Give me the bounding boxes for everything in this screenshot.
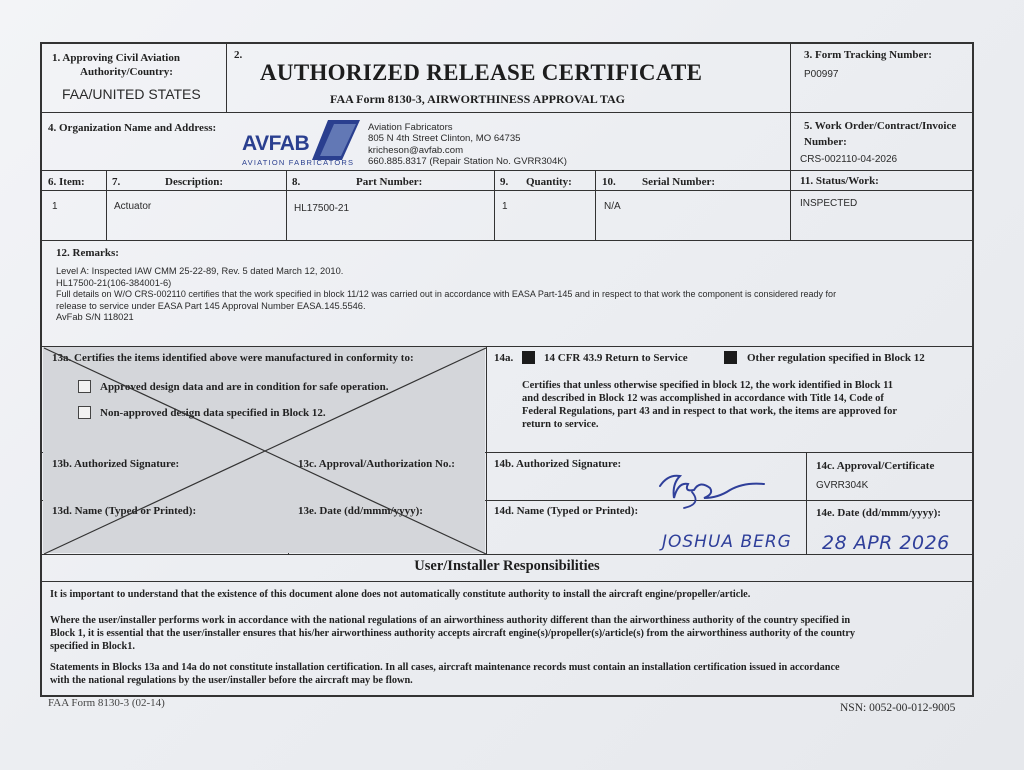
resp-line: Where the user/installer performs work in accordance with the national regulations of an airworthiness authority different than the airworthiness authority of the country specified in	[50, 615, 851, 626]
rule-org	[42, 170, 972, 171]
vrule-i1	[106, 170, 107, 240]
row-serial: N/A	[604, 201, 621, 212]
cert-line: and described in Block 12 was accomplished in accordance with Title 14, Code of	[522, 393, 884, 404]
remarks-text	[56, 266, 964, 324]
resp-line: with the national regulations by the user/installer before the aircraft may be flown.	[50, 675, 413, 686]
col-status-label: 11. Status/Work:	[800, 175, 879, 187]
rule-items	[42, 240, 972, 241]
block13a-approved-label: Approved design data and are in condition for safe operation.	[100, 381, 389, 393]
block14a-certification-text	[522, 379, 962, 431]
remarks-label: 12. Remarks:	[56, 247, 119, 259]
col-part-label: Part Number:	[356, 176, 423, 188]
responsibilities-title: User/Installer Responsibilities	[414, 558, 600, 574]
vrule-i4	[595, 170, 596, 240]
remarks-line: Full details on W/O CRS-002110 certifies that the work specified in block 11/12 was carried out in accordance with EASA Part-145 and in respect to that work the component is considered ready for	[56, 289, 837, 299]
block13-cross-out-lines	[42, 346, 488, 556]
cert-line: return to service.	[522, 419, 599, 430]
block14c-label: 14c. Approval/Certificate	[816, 460, 935, 472]
vrule-h1	[226, 44, 227, 112]
responsibilities-p3	[50, 661, 840, 687]
remarks-line: Level A: Inspected IAW CMM 25-22-89, Rev. 5 dated March 12, 2010.	[56, 266, 344, 276]
row-status: INSPECTED	[800, 198, 858, 209]
form-subtitle: FAA Form 8130-3, AIRWORTHINESS APPROVAL TAG	[330, 92, 625, 106]
cert-line: Certifies that unless otherwise specified in block 12, the work identified in Block 11	[522, 380, 893, 391]
block14a-other-label: Other regulation specified in Block 12	[747, 352, 925, 364]
nsn-footer: NSN: 0052-00-012-9005	[840, 702, 956, 714]
address-line: 805 N 4th Street Clinton, MO 64735	[368, 133, 521, 145]
responsibilities-p1: It is important to understand that the existence of this document alone does not automatically constitute authority to install the aircraft engine/propeller/article.	[50, 589, 751, 600]
resp-line: specified in Block1.	[50, 641, 135, 652]
col-desc-label: Description:	[165, 176, 224, 188]
block14b-signature	[654, 464, 774, 510]
block14e-label: 14e. Date (dd/mmm/yyyy):	[816, 507, 941, 519]
row-desc: Actuator	[114, 201, 152, 212]
resp-line: Statements in Blocks 13a and 14a do not constitute installation certification. In all cases, aircraft maintenance records must contain an installation certification issued in accordance	[50, 662, 840, 673]
block5-label-2: Number:	[804, 136, 847, 148]
block3-value: P00997	[804, 69, 839, 80]
block1-value: FAA/UNITED STATES	[62, 86, 201, 102]
block14a-num: 14a.	[494, 352, 514, 364]
block13a-label: 13a. Certifies the items identified above were manufactured in conformity to:	[52, 352, 414, 364]
block14c-value: GVRR304K	[816, 480, 869, 491]
block14e-handwritten-date: 28 APR 2026	[822, 532, 950, 554]
block14a-cfr-checkbox[interactable]	[522, 351, 535, 364]
col-serial-num: 10.	[602, 176, 616, 188]
address-line: 660.885.8317 (Repair Station No. GVRR304K)	[368, 156, 567, 168]
block13e-label: 13e. Date (dd/mmm/yyyy):	[298, 505, 423, 517]
block5-label-1: 5. Work Order/Contract/Invoice	[804, 120, 957, 132]
row-part: HL17500-21	[294, 203, 350, 214]
block4-label: 4. Organization Name and Address:	[48, 122, 217, 134]
block14a-cfr-label: 14 CFR 43.9 Return to Service	[544, 352, 688, 364]
block14a-other-checkbox[interactable]	[724, 351, 737, 364]
cert-line: Federal Regulations, part 43 and in respect to that work, the items are approved for	[522, 406, 898, 417]
resp-line: Block 1, it is essential that the user/installer ensures that his/her airworthiness authority accepts aircraft engine(s)/propeller(s)/article(s) from the airworthiness authority of the country	[50, 628, 856, 639]
block5-value: CRS-002110-04-2026	[800, 154, 898, 165]
col-part-num: 8.	[292, 176, 301, 188]
vrule-i5	[790, 170, 791, 240]
remarks-line: HL17500-21(106-384001-6)	[56, 277, 172, 288]
vrule-h2	[790, 44, 791, 112]
row-item: 1	[52, 201, 58, 212]
org-address	[368, 122, 567, 168]
address-line: Aviation Fabricators	[368, 122, 453, 133]
address-line: kricheson@avfab.com	[368, 144, 464, 156]
block1-label-1: 1. Approving Civil Aviation	[52, 52, 180, 64]
vrule-i2	[286, 170, 287, 240]
remarks-line: release to service under EASA Part 145 Approval Number EASA.145.5546.	[56, 300, 366, 311]
col-item-label: 6. Item:	[48, 176, 85, 188]
form-id-footer: FAA Form 8130-3 (02-14)	[48, 697, 165, 709]
vrule-14bc	[806, 452, 807, 554]
block3-label: 3. Form Tracking Number:	[804, 49, 932, 61]
block14d-label: 14d. Name (Typed or Printed):	[494, 505, 639, 517]
block14b-label: 14b. Authorized Signature:	[494, 458, 622, 470]
vrule-i3	[494, 170, 495, 240]
block13d-label: 13d. Name (Typed or Printed):	[52, 505, 197, 517]
block14d-handwritten-name: JOSHUA BERG	[662, 532, 792, 552]
rule-header	[42, 112, 972, 113]
logo-wordmark: AVFAB	[242, 132, 310, 155]
col-desc-num: 7.	[112, 176, 121, 188]
col-qty-label: Quantity:	[526, 176, 572, 188]
rule-resp-title	[42, 581, 972, 582]
vrule-org	[790, 112, 791, 170]
col-qty-num: 9.	[500, 176, 509, 188]
block13a-nonapproved-label: Non-approved design data specified in Block 12.	[100, 407, 326, 419]
avfab-logo	[242, 118, 362, 168]
responsibilities-p2	[50, 614, 855, 653]
col-serial-label: Serial Number:	[642, 176, 716, 188]
block13c-label: 13c. Approval/Authorization No.:	[298, 458, 455, 470]
block13b-label: 13b. Authorized Signature:	[52, 458, 180, 470]
block2-label: 2.	[234, 49, 243, 61]
logo-tagline: AVIATION FABRICATORS	[242, 158, 355, 167]
form-8130-3	[40, 42, 974, 697]
row-qty: 1	[502, 201, 508, 212]
remarks-line: AvFab S/N 118021	[56, 312, 134, 322]
form-title: AUTHORIZED RELEASE CERTIFICATE	[260, 60, 703, 85]
rule-items-header	[42, 190, 972, 191]
block1-label-2: Authority/Country:	[80, 66, 173, 78]
